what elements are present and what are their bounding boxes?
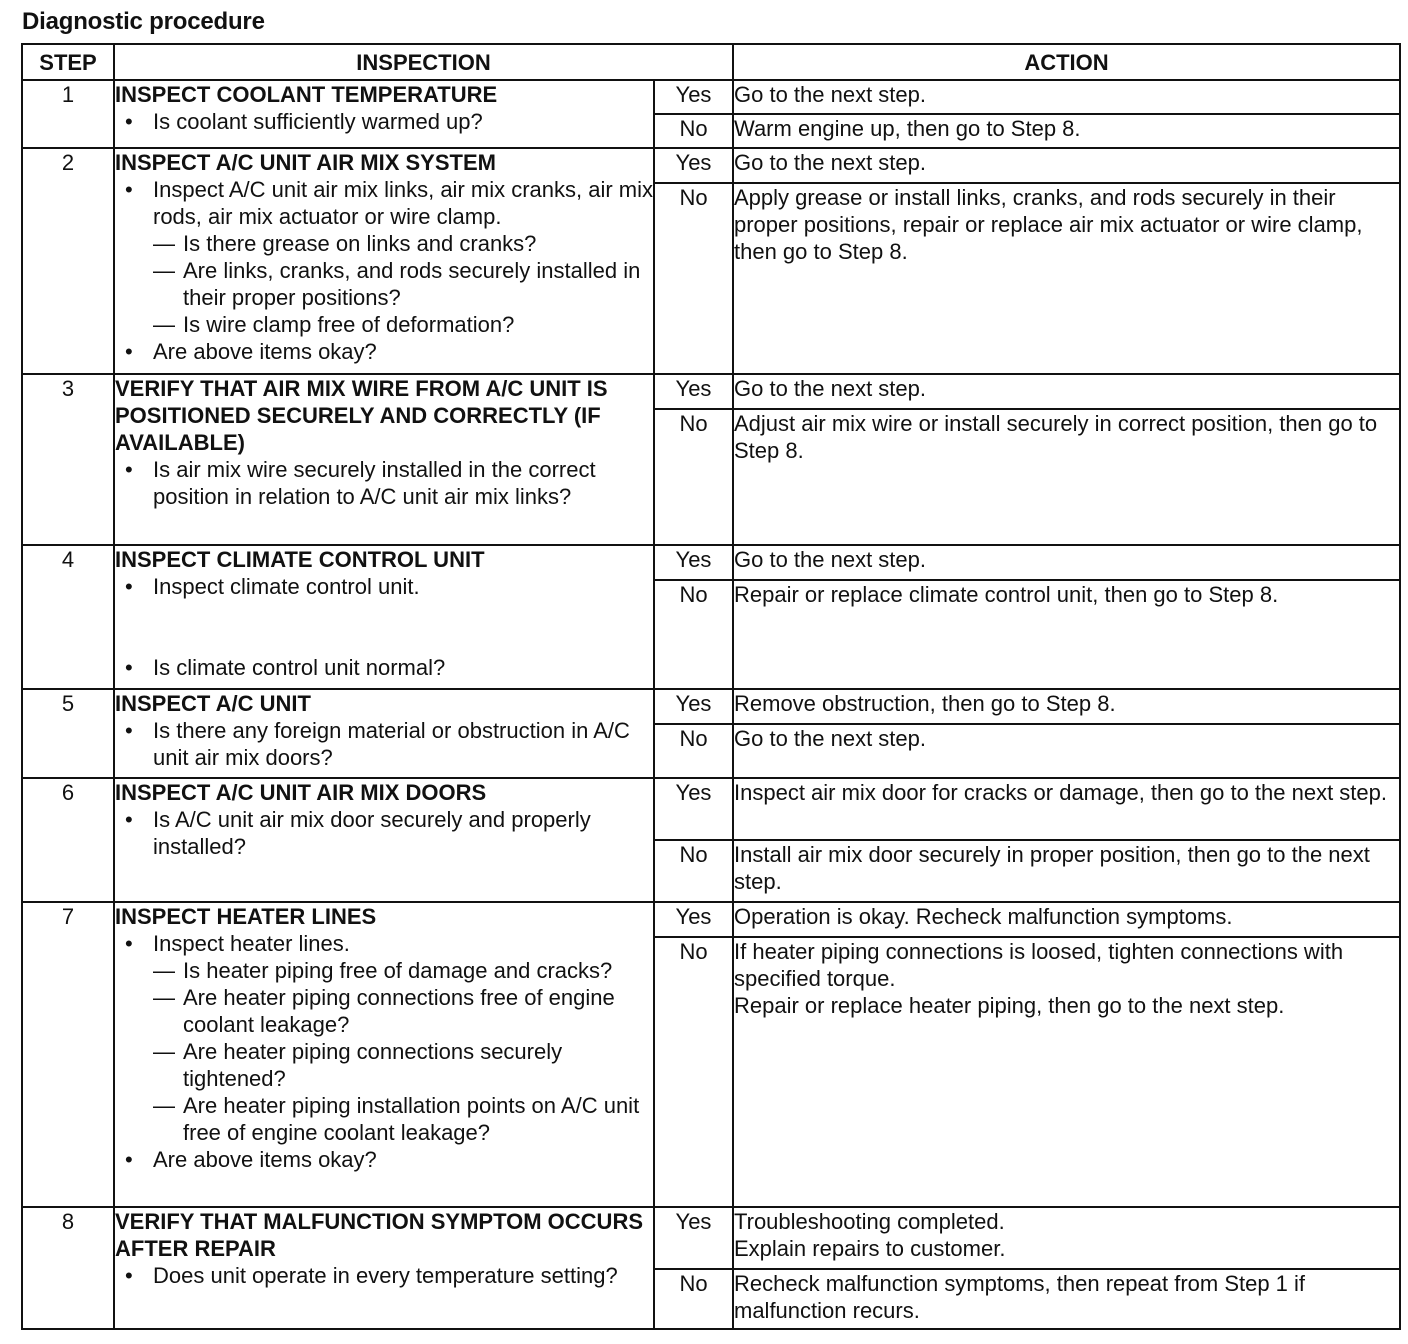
no-action: Warm engine up, then go to Step 8.: [733, 114, 1400, 148]
inspection-cell: [114, 374, 654, 545]
yes-action-line: Explain repairs to customer.: [734, 1236, 1006, 1261]
step-number: 6: [22, 778, 114, 902]
step-number: 2: [22, 148, 114, 374]
table-header-row: [22, 44, 1400, 80]
yes-action: Go to the next step.: [733, 80, 1400, 114]
yes-action: Go to the next step.: [733, 545, 1400, 580]
no-label: No: [654, 840, 733, 902]
yes-label: Yes: [654, 1207, 733, 1269]
no-action: Adjust air mix wire or install securely in correct position, then go to Step 8.: [733, 409, 1400, 545]
inspection-bullet: • Are above items okay?: [115, 338, 653, 365]
inspection-cell: [114, 778, 654, 902]
inspection-cell: [114, 689, 654, 778]
yes-action: Go to the next step.: [733, 148, 1400, 183]
no-action-line: If heater piping connections is loosed, tighten connections with specified torque.: [734, 939, 1344, 991]
inspection-bullet-text: Inspect A/C unit air mix links, air mix cranks, air mix rods, air mix actuator or wire clamp.: [153, 177, 654, 229]
yes-label: Yes: [654, 545, 733, 580]
step-row: [22, 148, 1400, 183]
step-row: [22, 374, 1400, 409]
step-number: 7: [22, 902, 114, 1207]
no-action: Go to the next step.: [733, 724, 1400, 778]
no-action-line: Repair or replace heater piping, then go to the next step.: [734, 993, 1285, 1018]
yes-label: Yes: [654, 148, 733, 183]
inspection-bullet: • Is climate control unit normal?: [115, 654, 653, 681]
inspection-heading: INSPECT COOLANT TEMPERATURE: [115, 82, 498, 107]
step-number: 5: [22, 689, 114, 778]
no-label: No: [654, 1269, 733, 1329]
inspection-bullet: • Is there any foreign material or obstruction in A/C unit air mix doors?: [115, 717, 653, 771]
step-row: [22, 80, 1400, 114]
inspection-bullet: [115, 176, 653, 338]
no-action: Repair or replace climate control unit, then go to Step 8.: [733, 580, 1400, 689]
yes-label: Yes: [654, 902, 733, 937]
no-label: No: [654, 114, 733, 148]
inspection-bullet: • Are above items okay?: [115, 1146, 653, 1173]
inspection-subitem: — Are links, cranks, and rods securely installed in their proper positions?: [153, 257, 653, 311]
blank-space: [115, 600, 653, 654]
inspection-cell: [114, 148, 654, 374]
inspection-cell: [114, 545, 654, 689]
inspection-heading: INSPECT A/C UNIT: [115, 691, 311, 716]
step-number: 4: [22, 545, 114, 689]
step-row: [22, 689, 1400, 724]
inspection-bullet-text: Inspect heater lines.: [153, 931, 350, 956]
inspection-bullet: • Is A/C unit air mix door securely and properly installed?: [115, 806, 653, 860]
inspection-heading: INSPECT A/C UNIT AIR MIX DOORS: [115, 780, 487, 805]
inspection-heading: INSPECT A/C UNIT AIR MIX SYSTEM: [115, 150, 496, 175]
yes-label: Yes: [654, 778, 733, 840]
inspection-subitem: — Is heater piping free of damage and cracks?: [153, 957, 653, 984]
no-action: Recheck malfunction symptoms, then repeat from Step 1 if malfunction recurs.: [733, 1269, 1400, 1329]
action-column-header: ACTION: [733, 44, 1400, 80]
step-row: [22, 1207, 1400, 1269]
yes-action: Go to the next step.: [733, 374, 1400, 409]
step-number: 8: [22, 1207, 114, 1329]
inspection-subitem: — Is there grease on links and cranks?: [153, 230, 653, 257]
no-label: No: [654, 937, 733, 1207]
inspection-column-header: INSPECTION: [114, 44, 733, 80]
page-title: Diagnostic procedure: [22, 8, 265, 35]
step-column-header: STEP: [22, 44, 114, 80]
inspection-subitem: — Are heater piping installation points on A/C unit free of engine coolant leakage?: [153, 1092, 653, 1146]
no-label: No: [654, 580, 733, 689]
yes-action: Remove obstruction, then go to Step 8.: [733, 689, 1400, 724]
diagnostic-procedure-table: [21, 43, 1401, 1330]
inspection-bullet: • Is coolant sufficiently warmed up?: [115, 108, 653, 135]
inspection-heading: INSPECT CLIMATE CONTROL UNIT: [115, 547, 485, 572]
step-row: [22, 778, 1400, 840]
inspection-bullet: [115, 930, 653, 1146]
no-action: Install air mix door securely in proper position, then go to the next step.: [733, 840, 1400, 902]
no-label: No: [654, 724, 733, 778]
step-row: [22, 902, 1400, 937]
inspection-subitem: — Is wire clamp free of deformation?: [153, 311, 653, 338]
inspection-heading: VERIFY THAT AIR MIX WIRE FROM A/C UNIT IS POSITIONED SECURELY AND CORRECTLY (IF AVAILABLE): [115, 376, 608, 455]
yes-label: Yes: [654, 689, 733, 724]
inspection-bullet: • Inspect climate control unit.: [115, 573, 653, 600]
step-row: [22, 545, 1400, 580]
step-number: 1: [22, 80, 114, 148]
inspection-cell: [114, 1207, 654, 1329]
yes-action: Operation is okay. Recheck malfunction symptoms.: [733, 902, 1400, 937]
inspection-heading: VERIFY THAT MALFUNCTION SYMPTOM OCCURS AFTER REPAIR: [115, 1209, 643, 1261]
inspection-subitem: — Are heater piping connections securely tightened?: [153, 1038, 653, 1092]
yes-action: Inspect air mix door for cracks or damage, then go to the next step.: [733, 778, 1400, 840]
no-action: [733, 937, 1400, 1207]
inspection-heading: INSPECT HEATER LINES: [115, 904, 377, 929]
inspection-subitem: — Are heater piping connections free of engine coolant leakage?: [153, 984, 653, 1038]
yes-label: Yes: [654, 80, 733, 114]
yes-action: [733, 1207, 1400, 1269]
yes-label: Yes: [654, 374, 733, 409]
inspection-bullet: • Does unit operate in every temperature setting?: [115, 1262, 653, 1289]
no-label: No: [654, 409, 733, 545]
no-action: Apply grease or install links, cranks, and rods securely in their proper positions, repair or replace air mix actuator or wire clamp, then go to Step 8.: [733, 183, 1400, 374]
yes-action-line: Troubleshooting completed.: [734, 1209, 1005, 1234]
inspection-bullet: • Is air mix wire securely installed in the correct position in relation to A/C unit air mix links?: [115, 456, 653, 510]
no-label: No: [654, 183, 733, 374]
inspection-cell: [114, 902, 654, 1207]
step-number: 3: [22, 374, 114, 545]
inspection-cell: [114, 80, 654, 148]
